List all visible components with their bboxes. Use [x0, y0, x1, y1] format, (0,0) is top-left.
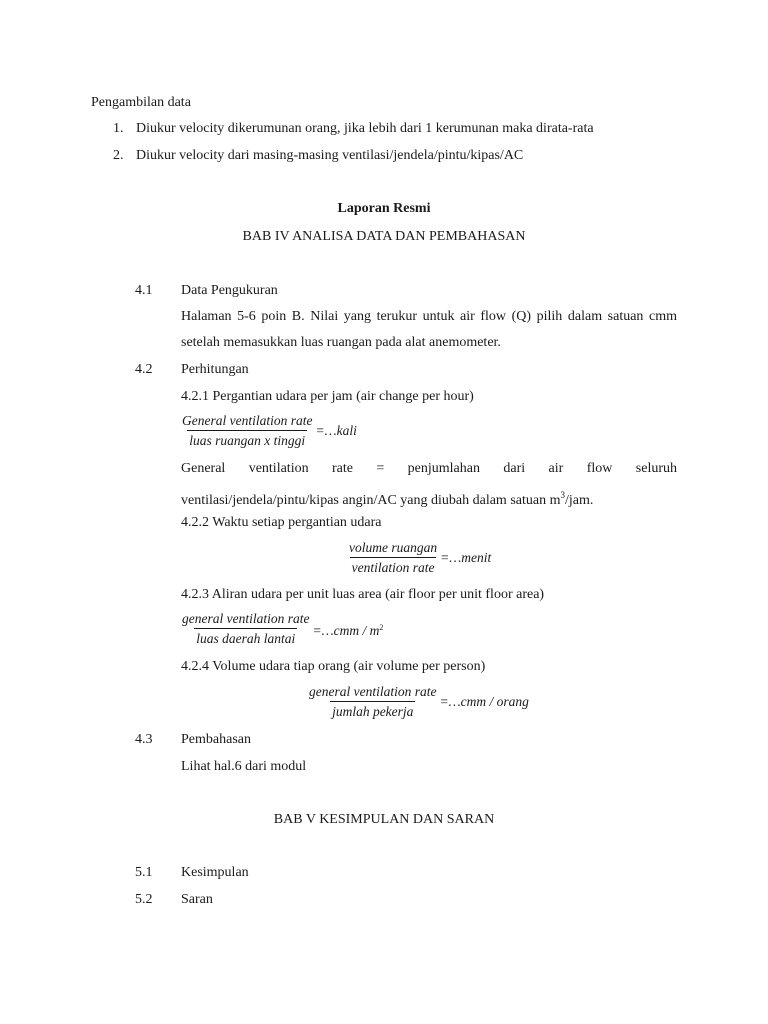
section-title: Kesimpulan — [181, 865, 249, 880]
section-title: Data Pengukuran — [181, 283, 278, 298]
formula-note — [181, 456, 677, 514]
note-text-end: /jam. — [564, 493, 594, 508]
section-title: Saran — [181, 892, 213, 907]
subsection-title: 4.2.4 Volume udara tiap orang (air volume per person) — [181, 659, 486, 674]
section-title: Pembahasan — [181, 732, 251, 747]
list-item: Diukur velocity dikerumunan orang, jika lebih dari 1 kerumunan maka dirata-rata — [136, 121, 594, 136]
section-43-text: Lihat hal.6 dari modul — [181, 759, 307, 774]
section-number: 5.1 — [135, 865, 153, 880]
subsection-title: 4.2.2 Waktu setiap pergantian udara — [181, 515, 382, 530]
formula-air-per-area — [180, 611, 383, 647]
paragraph: Halaman 5-6 poin B. Nilai yang terukur untuk air flow (Q) pilih dalam satuan cmm setelah memasukkan luas ruangan pada alat anemometer. — [181, 309, 677, 350]
section-number: 5.2 — [135, 892, 153, 907]
superscript: 3 — [560, 490, 565, 500]
formula-denominator: jumlah pekerja — [330, 701, 415, 720]
formula-result: =…menit — [440, 550, 492, 565]
section-number: 4.1 — [135, 283, 153, 298]
list-item-number: 1. — [113, 121, 124, 136]
list-item-number: 2. — [113, 148, 124, 163]
formula-air-change — [180, 413, 357, 449]
subsection-title: 4.2.1 Pergantian udara per jam (air change per hour) — [181, 389, 474, 404]
formula-numerator: general ventilation rate — [309, 684, 437, 699]
section-title: Perhitungan — [181, 362, 249, 377]
subsection-title: 4.2.3 Aliran udara per unit luas area (air floor per unit floor area) — [181, 587, 545, 602]
formula-result: =…cmm / orang — [439, 694, 529, 709]
formula-denominator: ventilation rate — [350, 557, 437, 576]
section-number: 4.2 — [135, 362, 153, 377]
formula-exponent: 2 — [379, 622, 384, 632]
section-41-text — [181, 304, 677, 356]
formula-denominator: luas daerah lantai — [194, 628, 297, 647]
note-text: General ventilation rate = penjumlahan dari air flow seluruh ventilasi/jendela/pintu/kipas angin/AC yang diubah dalam satuan m — [181, 461, 677, 508]
formula-result-text: =…cmm / m — [312, 622, 380, 638]
intro-heading: Pengambilan data — [91, 95, 191, 110]
bab4-title: BAB IV ANALISA DATA DAN PEMBAHASAN — [242, 229, 526, 244]
formula-numerator: volume ruangan — [349, 540, 438, 555]
formula-result — [311, 620, 383, 639]
formula-result: =…kali — [315, 423, 357, 438]
formula-air-change-time — [347, 540, 491, 576]
formula-denominator: luas ruangan x tinggi — [187, 430, 307, 449]
paragraph — [181, 456, 677, 514]
list-item: Diukur velocity dari masing-masing ventilasi/jendela/pintu/kipas/AC — [136, 148, 524, 163]
bab5-title: BAB V KESIMPULAN DAN SARAN — [273, 812, 495, 827]
section-number: 4.3 — [135, 732, 153, 747]
formula-numerator: general ventilation rate — [182, 611, 310, 626]
formula-numerator: General ventilation rate — [182, 413, 313, 428]
laporan-title: Laporan Resmi — [337, 201, 431, 216]
formula-air-per-person — [307, 684, 529, 720]
